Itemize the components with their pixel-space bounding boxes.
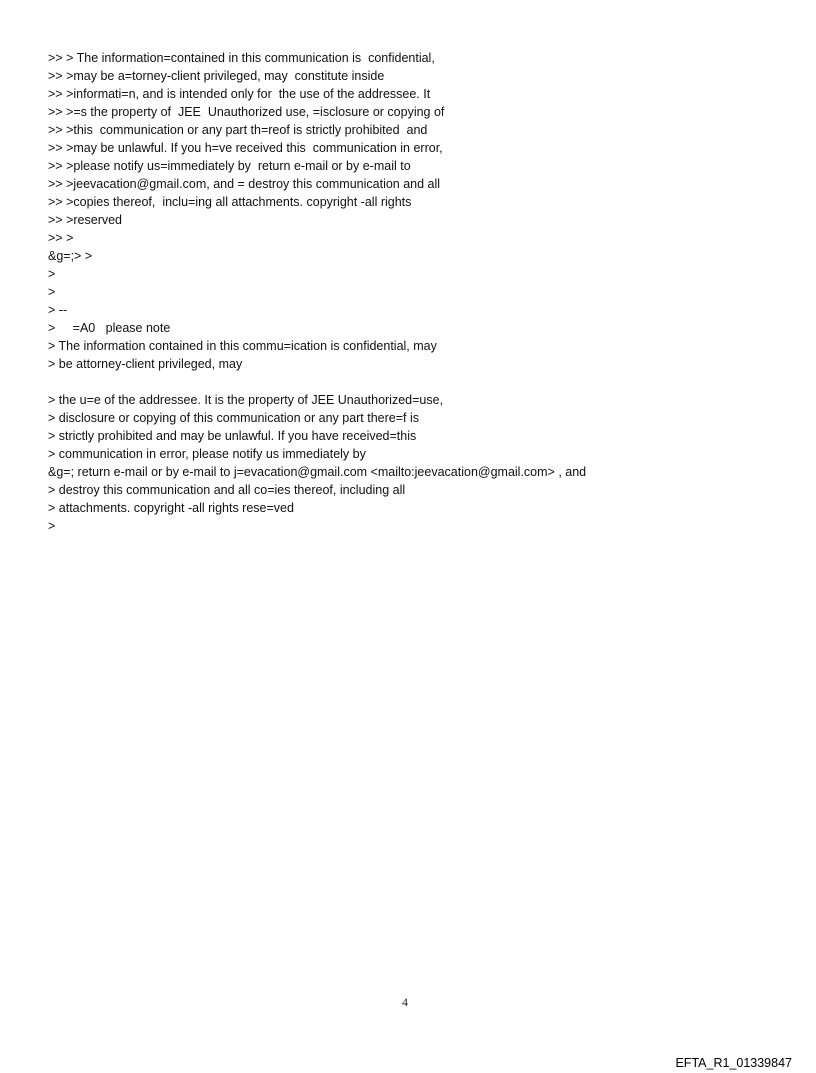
email-line: >> >reserved [48, 213, 123, 227]
email-line: > [48, 267, 56, 281]
email-line: > [48, 285, 56, 299]
email-line: > the u=e of the addressee. It is the property of JEE Unauthorized=use, [48, 393, 444, 407]
email-line: > be attorney-client privileged, may [48, 357, 243, 371]
email-line: > attachments. copyright -all rights rese=ved [48, 501, 294, 515]
email-line: >> >jeevacation@gmail.com, and = destroy this communication and all [48, 177, 441, 191]
email-line: >> >=s the property of JEE Unauthorized use, =isclosure or copying of [48, 105, 445, 119]
email-line: > communication in error, please notify us immediately by [48, 447, 366, 461]
email-line: &g=; return e-mail or by e-mail to j=evacation@gmail.com <mailto:jeevacation@gmail.com> , and [48, 465, 587, 479]
email-line: > -- [48, 303, 68, 317]
email-line: > [48, 519, 56, 533]
email-line: >> >please notify us=immediately by return e-mail or by e-mail to [48, 159, 411, 173]
email-line: &g=;> > [48, 249, 93, 263]
email-line: > strictly prohibited and may be unlawful. If you have received=this [48, 429, 417, 443]
page-number: 4 [402, 995, 408, 1009]
email-line: >> >informati=n, and is intended only for the use of the addressee. It [48, 87, 431, 101]
email-line: >> >this communication or any part th=reof is strictly prohibited and [48, 123, 428, 137]
email-line: >> >may be a=torney-client privileged, may constitute inside [48, 69, 385, 83]
blank-line [48, 373, 748, 391]
document-id: EFTA_R1_01339847 [675, 1056, 792, 1070]
email-line: >> >may be unlawful. If you h=ve received this communication in error, [48, 141, 443, 155]
email-line: >> > The information=contained in this communication is confidential, [48, 51, 435, 65]
email-line: >> >copies thereof, inclu=ing all attachments. copyright -all rights [48, 195, 412, 209]
email-line: >> > [48, 231, 74, 245]
email-body [48, 49, 748, 535]
email-line: > destroy this communication and all co=ies thereof, including all [48, 483, 406, 497]
email-line: > disclosure or copying of this communication or any part there=f is [48, 411, 420, 425]
email-line: > The information contained in this commu=ication is confidential, may [48, 339, 437, 353]
email-line: > =A0 please note [48, 321, 171, 335]
